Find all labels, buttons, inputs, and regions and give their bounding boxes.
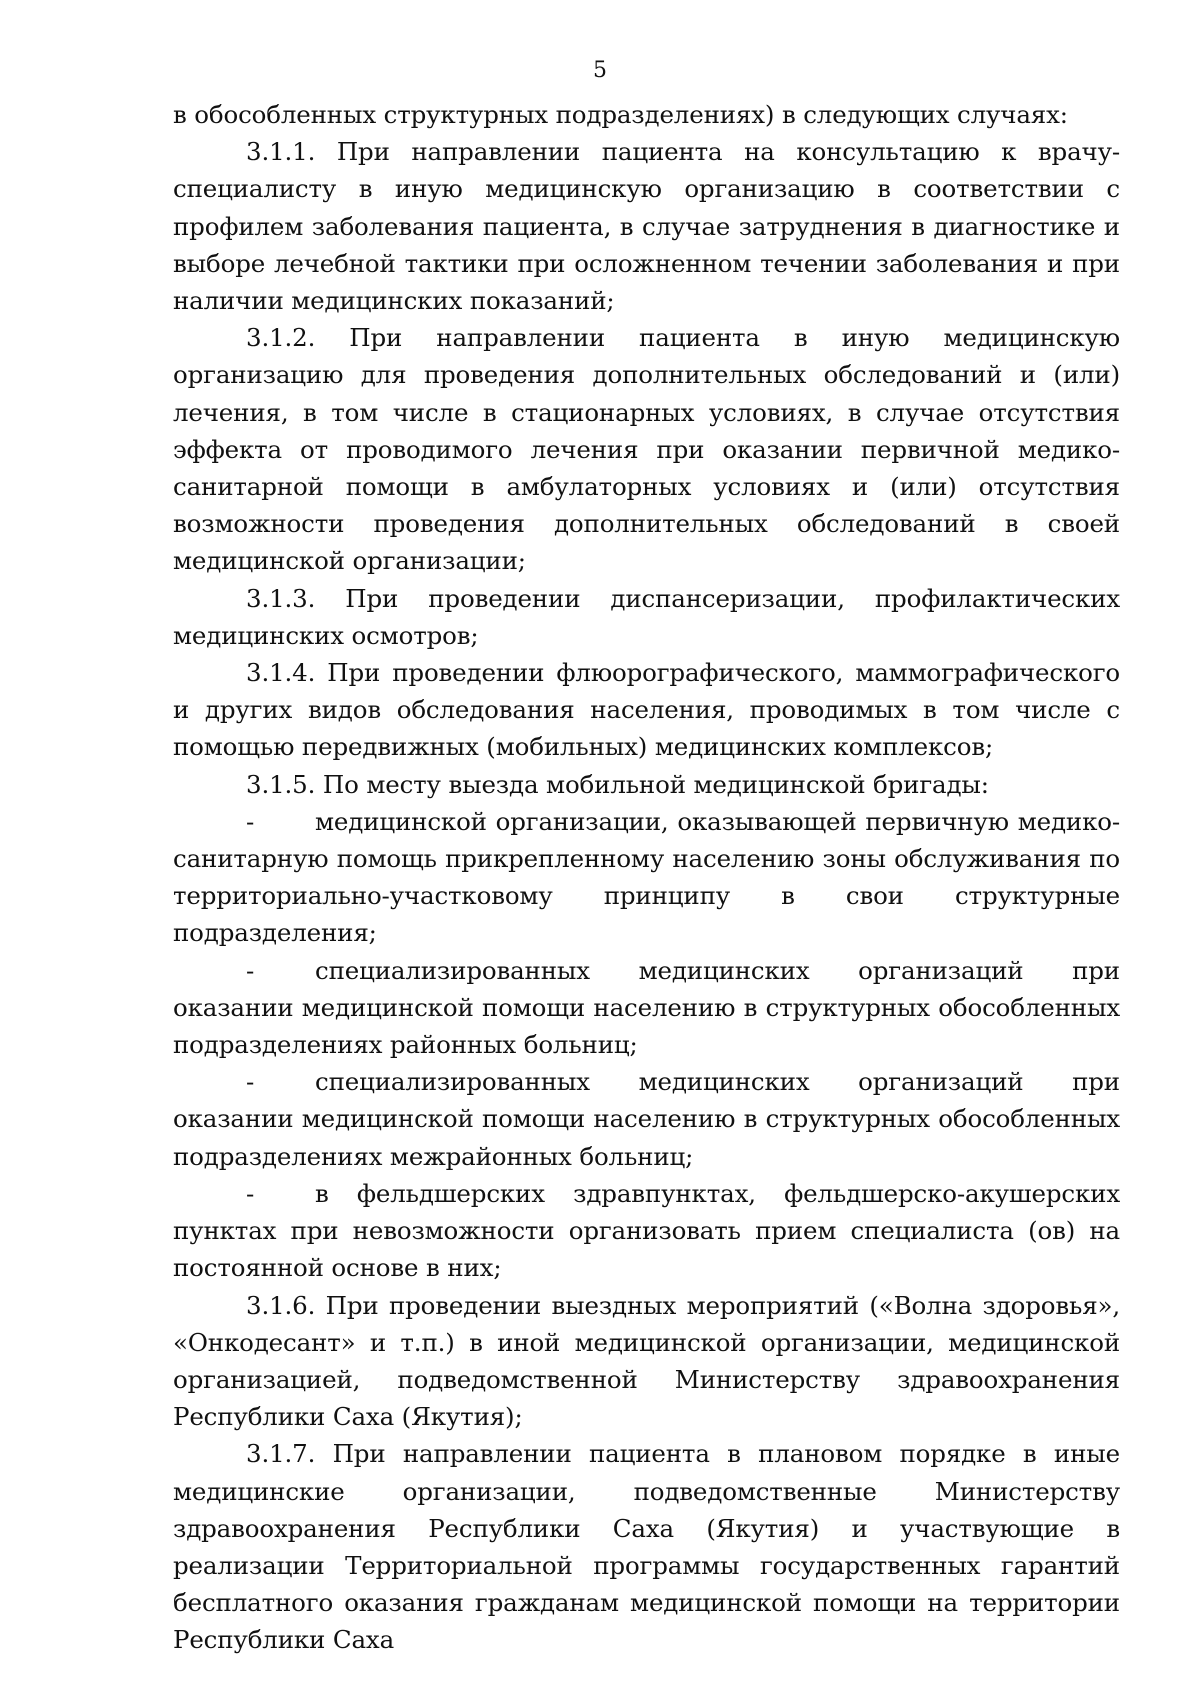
list-item [173,952,1120,1064]
paragraph-text: 3.1.2. При направлении пациента в иную медицинскую организацию для проведения дополнительных обследований и (или) лечения, в том числе в стационарных условиях, в случае отсутствия эффекта от проводимого лечения при оказании первичной медико-санитарной помощи в амбулаторных условиях и (или) отсутствия возможности проведения дополнительных обследований в своей медицинской организации; [173,323,1120,576]
paragraph-text: 3.1.4. При проведении флюорографического, маммографического и других видов обследования населения, проводимых в том числе с помощью передвижных (мобильных) медицинских комплексов; [173,658,1120,762]
paragraph-3-1-5 [173,766,1120,803]
document-body [173,96,1120,1659]
list-item-text: в фельдшерских здравпунктах, фельдшерско-акушерских пунктах при невозможности организовать прием специалиста (ов) на постоянной основе в них; [173,1178,1120,1283]
list-item [173,1175,1120,1287]
page-number: 5 [593,58,607,83]
list-item-text: медицинской организации, оказывающей первичную медико-санитарную помощь прикрепленному населению зоны обслуживания по территориально-участковому принципу в свои структурные подразделения; [173,806,1120,948]
paragraph-3-1-6 [173,1287,1120,1436]
paragraph-3-1-1 [173,133,1120,319]
list-dash: - [246,955,255,985]
paragraph-text: 3.1.7. При направлении пациента в плановом порядке в иные медицинские организации, подведомственные Министерству здравоохранения Республики Саха (Якутия) и участвующие в реализации Территориальной программы государственных гарантий бесплатного оказания гражданам медицинской помощи на территории Республики Саха [173,1439,1120,1655]
list-dash: - [246,1178,255,1208]
paragraph-text: 3.1.5. По месту выезда мобильной медицинской бригады: [246,769,989,799]
list-item-text: специализированных медицинских организаций при оказании медицинской помощи населению в структурных обособленных подразделениях районных больниц; [173,955,1120,1060]
paragraph-3-1-2 [173,319,1120,579]
list-item [173,1063,1120,1175]
paragraph-3-1-3 [173,580,1120,654]
list-dash: - [246,1067,255,1097]
paragraph-continuation [173,96,1120,133]
paragraph-text: 3.1.6. При проведении выездных мероприятий («Волна здоровья», «Онкодесант» и т.п.) в иной медицинской организации, медицинской организацией, подведомственной Министерству здравоохранения Республики Саха (Якутия); [173,1290,1120,1432]
paragraph-text: 3.1.3. При проведении диспансеризации, профилактических медицинских осмотров; [173,583,1120,650]
paragraph-text: 3.1.1. При направлении пациента на консультацию к врачу-специалисту в иную медицинскую организацию в соответствии с профилем заболевания пациента, в случае затруднения в диагностике и выборе лечебной тактики при осложненном течении заболевания и при наличии медицинских показаний; [173,137,1120,316]
list-dash: - [246,806,255,836]
paragraph-3-1-7 [173,1435,1120,1658]
paragraph-text: в обособленных структурных подразделениях) в следующих случаях: [173,100,1068,129]
paragraph-3-1-4 [173,654,1120,766]
list-item-text: специализированных медицинских организаций при оказании медицинской помощи населению в структурных обособленных подразделениях межрайонных больниц; [173,1067,1120,1171]
list-item [173,803,1120,952]
